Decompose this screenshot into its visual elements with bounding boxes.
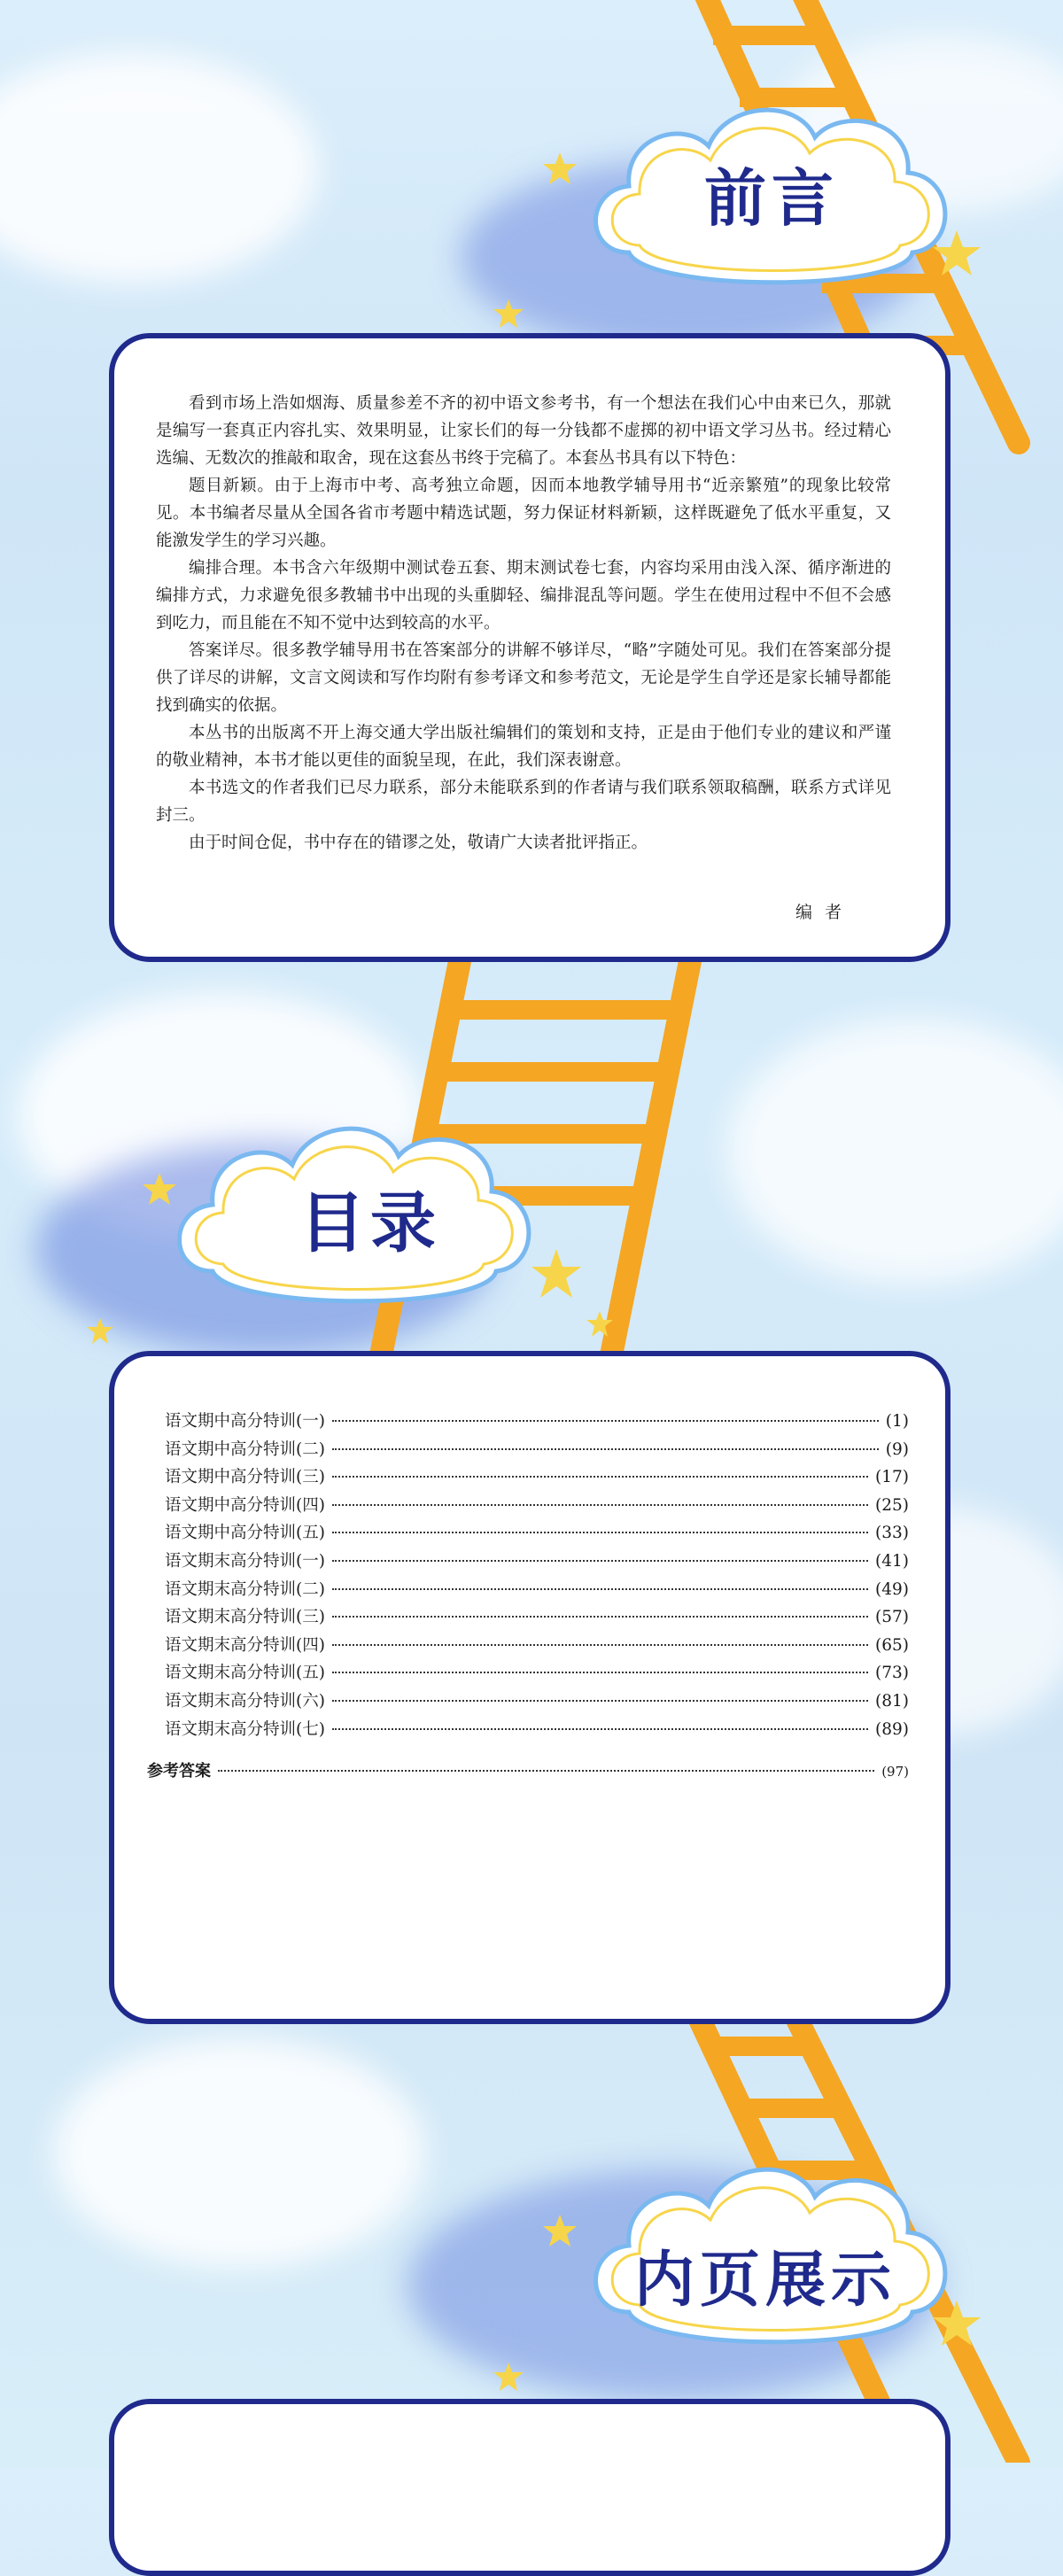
toc-entry-page: (33) bbox=[875, 1524, 909, 1543]
toc-entry[interactable] bbox=[165, 1548, 909, 1577]
toc-leader bbox=[332, 1476, 868, 1478]
toc-title: 目录 bbox=[299, 1185, 441, 1261]
toc-entry[interactable] bbox=[165, 1577, 909, 1605]
preface-title: 前言 bbox=[704, 162, 839, 235]
toc-entry-label: 语文期中高分特训(二) bbox=[165, 1439, 325, 1459]
preface-body bbox=[156, 390, 891, 857]
toc-answers-page: (97) bbox=[881, 1764, 909, 1780]
star-icon bbox=[493, 2361, 524, 2393]
toc-entry-page: (81) bbox=[875, 1691, 909, 1711]
preface-paragraph: 本丛书的出版离不开上海交通大学出版社编辑们的策划和支持，正是由于他们专业的建议和严谨的敬业精神，本书才能以更佳的面貌呈现，在此，我们深表谢意。 bbox=[156, 724, 891, 770]
toc-entry[interactable] bbox=[165, 1493, 909, 1521]
toc-answers-label: 参考答案 bbox=[147, 1762, 211, 1781]
toc-entry-page: (65) bbox=[875, 1635, 909, 1655]
toc-entry-label: 语文期末高分特训(六) bbox=[165, 1691, 325, 1711]
star-icon bbox=[142, 1171, 177, 1207]
toc-entry-label: 语文期末高分特训(五) bbox=[165, 1664, 325, 1683]
toc-leader bbox=[332, 1448, 879, 1450]
toc-entry-label: 语文期中高分特训(四) bbox=[165, 1495, 325, 1515]
toc-entry[interactable] bbox=[165, 1633, 909, 1661]
toc-entry[interactable] bbox=[165, 1437, 909, 1465]
toc-leader bbox=[332, 1504, 868, 1506]
inner-pages-title: 内页展示 bbox=[634, 2246, 897, 2316]
toc-leader bbox=[332, 1532, 868, 1533]
toc-leader bbox=[332, 1616, 868, 1618]
star-icon bbox=[542, 2213, 578, 2248]
star-icon bbox=[585, 1309, 615, 1339]
inner-pages-panel bbox=[109, 2399, 950, 2576]
star-icon bbox=[493, 298, 524, 330]
toc-entry-label: 语文期末高分特训(二) bbox=[165, 1579, 325, 1599]
toc-leader bbox=[332, 1672, 868, 1673]
toc-entry[interactable] bbox=[165, 1660, 909, 1688]
toc-entry[interactable] bbox=[165, 1408, 909, 1437]
toc-answers-entry[interactable] bbox=[147, 1758, 909, 1787]
toc-entry-label: 语文期中高分特训(三) bbox=[165, 1468, 325, 1487]
toc-entry-page: (73) bbox=[875, 1664, 909, 1683]
toc-leader bbox=[332, 1700, 868, 1702]
toc-leader bbox=[332, 1728, 868, 1730]
toc-entry-page: (25) bbox=[875, 1495, 909, 1515]
toc-entry-page: (41) bbox=[875, 1551, 909, 1571]
star-icon bbox=[85, 1316, 115, 1346]
toc-entry[interactable] bbox=[165, 1688, 909, 1717]
toc-entry[interactable] bbox=[165, 1520, 909, 1548]
toc-leader bbox=[332, 1588, 868, 1590]
preface-paragraph: 题目新颖。由于上海市中考、高考独立命题，因而本地教学辅导用书“近亲繁殖”的现象比较常见。本书编者尽量从全国各省市考题中精选试题，努力保证材料新颖，这样既避免了低水平重复，又能激发学生的学习兴趣。 bbox=[156, 477, 891, 550]
toc-entry-label: 语文期中高分特训(五) bbox=[165, 1524, 325, 1543]
toc-entry-page: (57) bbox=[875, 1608, 909, 1627]
toc-entry[interactable] bbox=[165, 1604, 909, 1633]
star-icon bbox=[542, 151, 578, 186]
toc-entry-label: 语文期末高分特训(四) bbox=[165, 1635, 325, 1655]
toc-entry-page: (89) bbox=[875, 1719, 909, 1739]
toc-leader bbox=[332, 1420, 879, 1422]
toc-entry-label: 语文期末高分特训(一) bbox=[165, 1551, 325, 1571]
toc-leader bbox=[332, 1644, 868, 1646]
toc-entry-page: (49) bbox=[875, 1579, 909, 1599]
toc-entry-label: 语文期中高分特训(一) bbox=[165, 1412, 325, 1431]
star-icon bbox=[932, 229, 982, 278]
preface-signature: 编者 bbox=[795, 903, 855, 922]
toc-leader bbox=[332, 1560, 868, 1562]
toc-entry-page: (9) bbox=[885, 1439, 909, 1459]
preface-paragraph: 编排合理。本书含六年级期中测试卷五套、期末测试卷七套，内容均采用由浅入深、循序渐进的编排方式，力求避免很多教辅书中出现的头重脚轻、编排混乱等问题。学生在使用过程中不但不会感到吃力，而且能在不知不觉中达到较高的水平。 bbox=[156, 559, 891, 632]
preface-paragraph: 本书选文的作者我们已尽力联系，部分未能联系到的作者请与我们联系领取稿酬，联系方式详见封三。 bbox=[156, 779, 891, 825]
toc-list bbox=[165, 1408, 909, 1744]
preface-paragraph: 答案详尽。很多教学辅导用书在答案部分的讲解不够详尽，“略”字随处可见。我们在答案部分提供了详尽的讲解，文言文阅读和写作均附有参考译文和参考范文，无论是学生自学还是家长辅导都能找到确实的依据。 bbox=[156, 641, 891, 715]
toc-leader bbox=[218, 1770, 874, 1772]
toc-entry[interactable] bbox=[165, 1464, 909, 1493]
toc-entry-page: (1) bbox=[885, 1412, 909, 1431]
preface-paragraph: 看到市场上浩如烟海、质量参差不齐的初中语文参考书，有一个想法在我们心中由来已久，那就是编写一套真正内容扎实、效果明显，让家长们的每一分钱都不虚掷的初中语文学习丛书。经过精心选编、无数次的推敲和取舍，现在这套丛书终于完稿了。本套丛书具有以下特色： bbox=[156, 394, 891, 468]
star-icon bbox=[932, 2299, 982, 2348]
star-icon bbox=[530, 1247, 583, 1300]
toc-entry[interactable] bbox=[165, 1717, 909, 1745]
toc-entry-label: 语文期末高分特训(七) bbox=[165, 1719, 325, 1739]
toc-entry-page: (17) bbox=[875, 1468, 909, 1487]
preface-paragraph: 由于时间仓促，书中存在的错谬之处，敬请广大读者批评指正。 bbox=[189, 834, 648, 852]
toc-entry-label: 语文期末高分特训(三) bbox=[165, 1608, 325, 1627]
